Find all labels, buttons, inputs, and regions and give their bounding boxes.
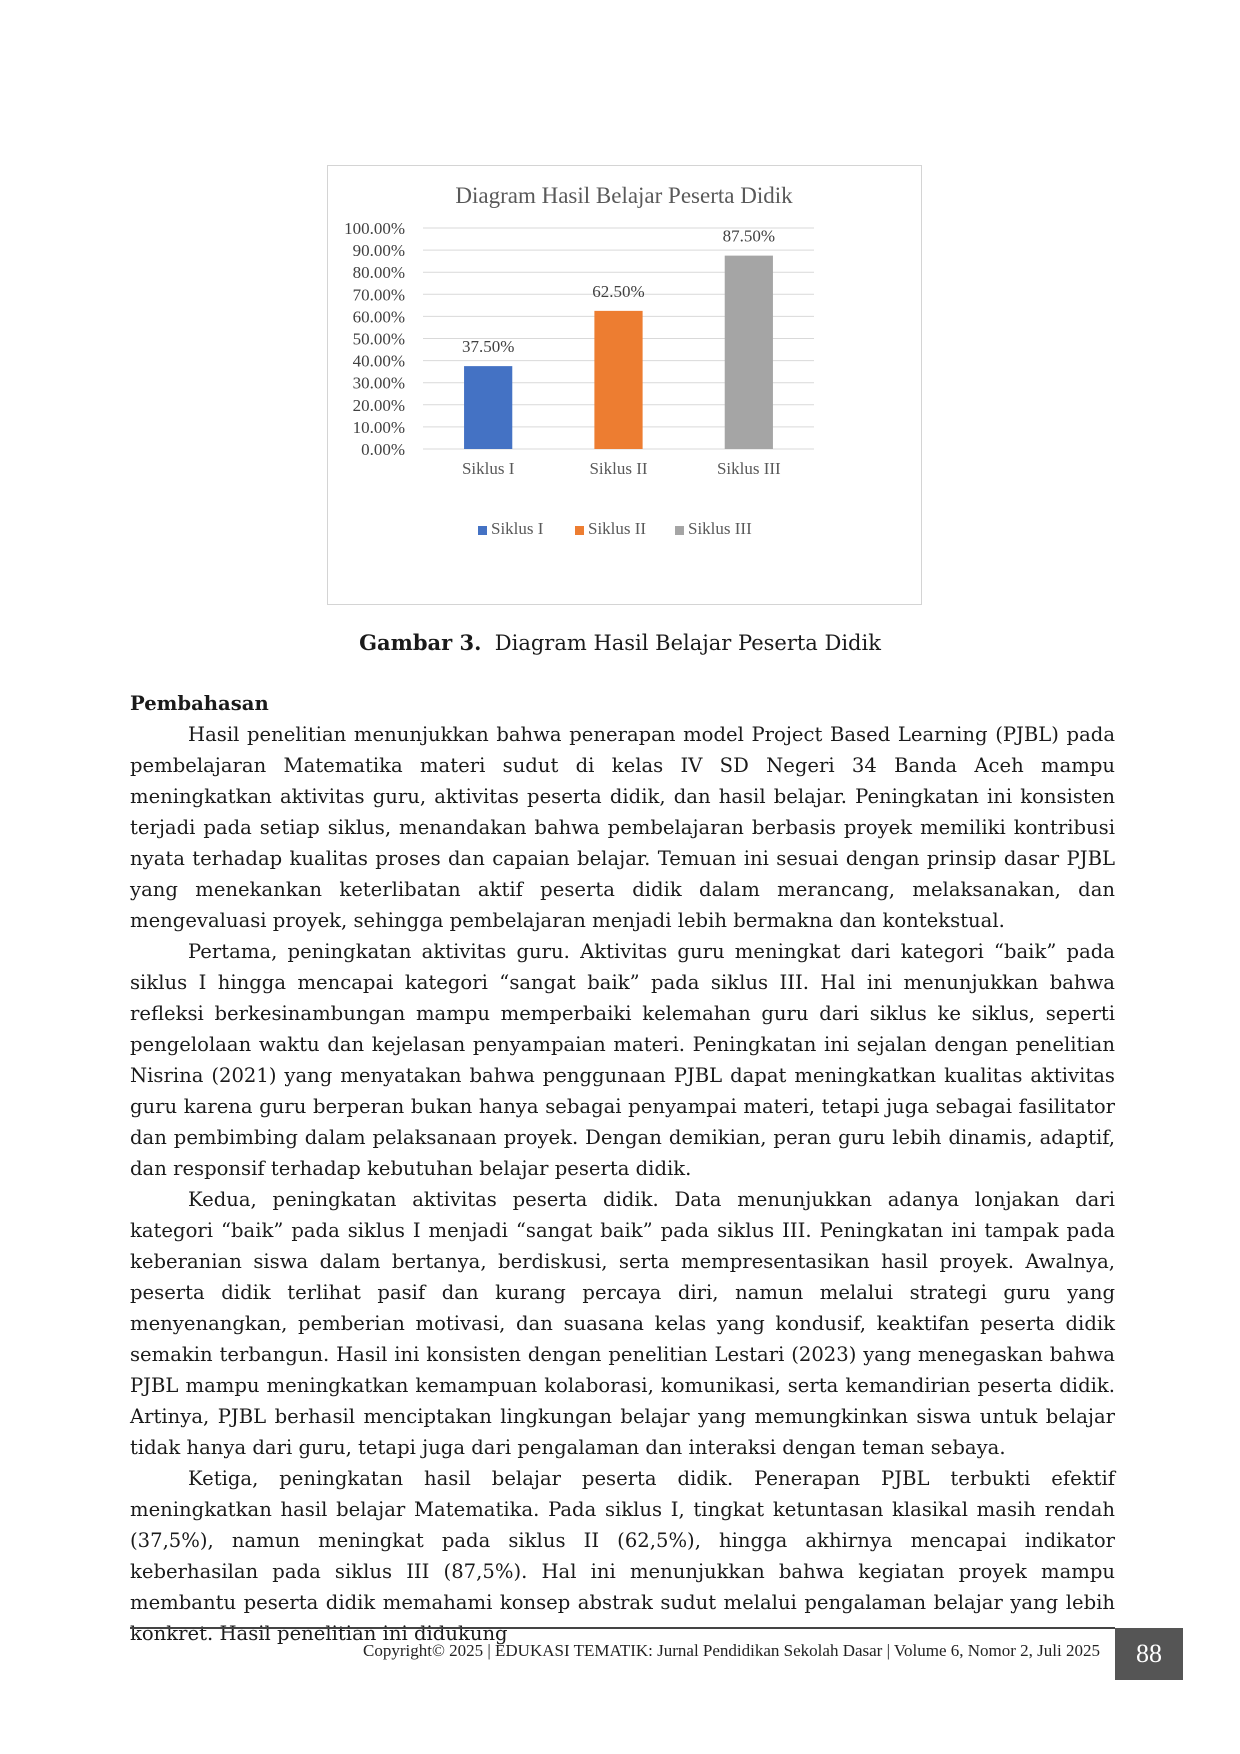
y-tick-label: 70.00% [352,285,405,305]
paragraph-2: Pertama, peningkatan aktivitas guru. Aktivitas guru meningkat dari kategori “baik” pada siklus I hingga mencapai kategori “sangat baik” pada siklus III. Hal ini menunjukkan bahwa refleksi berkesinambungan mampu memperbaiki kelemahan guru dari siklus ke siklus, seperti pengelolaan waktu dan kejelasan penyampaian materi. Peningkatan ini sejalan dengan penelitian Nisrina (2021) yang menyatakan bahwa penggunaan PJBL dapat meningkatkan kualitas aktivitas guru karena guru berperan bukan hanya sebagai penyampai materi, tetapi juga sebagai fasilitator dan pembimbing dalam pelaksanaan proyek. Dengan demikian, peran guru lebih dinamis, adaptif, dan responsif terhadap kebutuhan belajar peserta didik. [130,940,1115,1180]
y-tick-label: 40.00% [352,351,405,371]
y-tick-label: 60.00% [352,307,405,327]
legend-swatch-1 [478,526,487,535]
x-tick-label-2: Siklus II [589,459,648,478]
data-label-2: 62.50% [592,281,645,301]
y-tick-label: 0.00% [361,440,405,459]
footer-copyright: Copyright© 2025 | EDUKASI TEMATIK: Jurnal Pendidikan Sekolah Dasar | Volume 6, Nomor 2, Juli 2025 [363,1641,1100,1660]
y-tick-label: 80.00% [352,263,405,283]
footer-divider [130,1627,1115,1629]
legend-swatch-3 [675,526,684,535]
bar-chart [327,165,922,605]
y-tick-label: 30.00% [352,373,405,393]
figure-caption-label: Gambar 3. [359,630,482,655]
y-tick-label: 100.00% [344,219,405,238]
y-tick-label: 50.00% [352,329,405,349]
bar-2 [594,311,642,449]
y-tick-label: 10.00% [352,417,405,437]
legend-label-3: Siklus III [688,519,752,538]
legend-swatch-2 [575,526,584,535]
chart-x-tick-labels [462,459,781,478]
chart-title: Diagram Hasil Belajar Peserta Didik [455,183,793,208]
chart-y-tick-labels [344,219,405,459]
legend-label-1: Siklus I [491,519,544,538]
paragraph-3: Kedua, peningkatan aktivitas peserta didik. Data menunjukkan adanya lonjakan dari kategori “baik” pada siklus I menjadi “sangat baik” pada siklus III. Peningkatan ini tampak pada keberanian siswa dalam bertanya, berdiskusi, serta mempresentasikan hasil proyek. Awalnya, peserta didik terlihat pasif dan kurang percaya diri, namun melalui strategi guru yang menyenangkan, pemberian motivasi, dan suasana kelas yang kondusif, keaktifan peserta didik semakin terbangun. Hasil ini konsisten dengan penelitian Lestari (2023) yang menegaskan bahwa PJBL mampu meningkatkan kemampuan kolaborasi, komunikasi, serta kemandirian peserta didik. Artinya, PJBL berhasil menciptakan lingkungan belajar yang memungkinkan siswa untuk belajar tidak hanya dari guru, tetapi juga dari pengalaman dan interaksi dengan teman sebaya. [130,1188,1115,1459]
data-label-3: 87.50% [722,226,776,246]
bar-3 [725,256,773,449]
chart-legend [478,519,752,538]
y-tick-label: 20.00% [352,395,405,415]
article-body [130,688,1115,1649]
data-label-1: 37.50% [461,337,515,357]
page-number: 88 [1115,1628,1183,1680]
y-tick-label: 90.00% [352,241,405,261]
legend-label-2: Siklus II [588,519,647,538]
x-tick-label-1: Siklus I [461,459,515,478]
bar-chart-svg [328,166,920,603]
section-heading: Pembahasan [130,692,269,715]
paragraph-4: Ketiga, peningkatan hasil belajar peserta didik. Penerapan PJBL terbukti efektif meningkatkan hasil belajar Matematika. Pada siklus I, tingkat ketuntasan klasikal masih rendah (37,5%), namun meningkat pada siklus II (62,5%), hingga akhirnya mencapai indikator keberhasilan pada siklus III (87,5%). Hal ini menunjukkan bahwa kegiatan proyek mampu membantu peserta didik memahami konsep abstrak sudut melalui pengalaman belajar yang lebih konkret. Hasil penelitian ini didukung [130,1467,1115,1645]
bar-1 [464,366,512,449]
figure-caption [0,630,1240,655]
x-tick-label-3: Siklus III [716,459,781,478]
figure-caption-text: Diagram Hasil Belajar Peserta Didik [494,631,881,655]
paragraph-1: Hasil penelitian menunjukkan bahwa penerapan model Project Based Learning (PJBL) pada pembelajaran Matematika materi sudut di kelas IV SD Negeri 34 Banda Aceh mampu meningkatkan aktivitas guru, aktivitas peserta didik, dan hasil belajar. Peningkatan ini konsisten terjadi pada setiap siklus, menandakan bahwa pembelajaran berbasis proyek memiliki kontribusi nyata terhadap kualitas proses dan capaian belajar. Temuan ini sesuai dengan prinsip dasar PJBL yang menekankan keterlibatan aktif peserta didik dalam merancang, melaksanakan, dan mengevaluasi proyek, sehingga pembelajaran menjadi lebih bermakna dan kontekstual. [130,723,1115,932]
